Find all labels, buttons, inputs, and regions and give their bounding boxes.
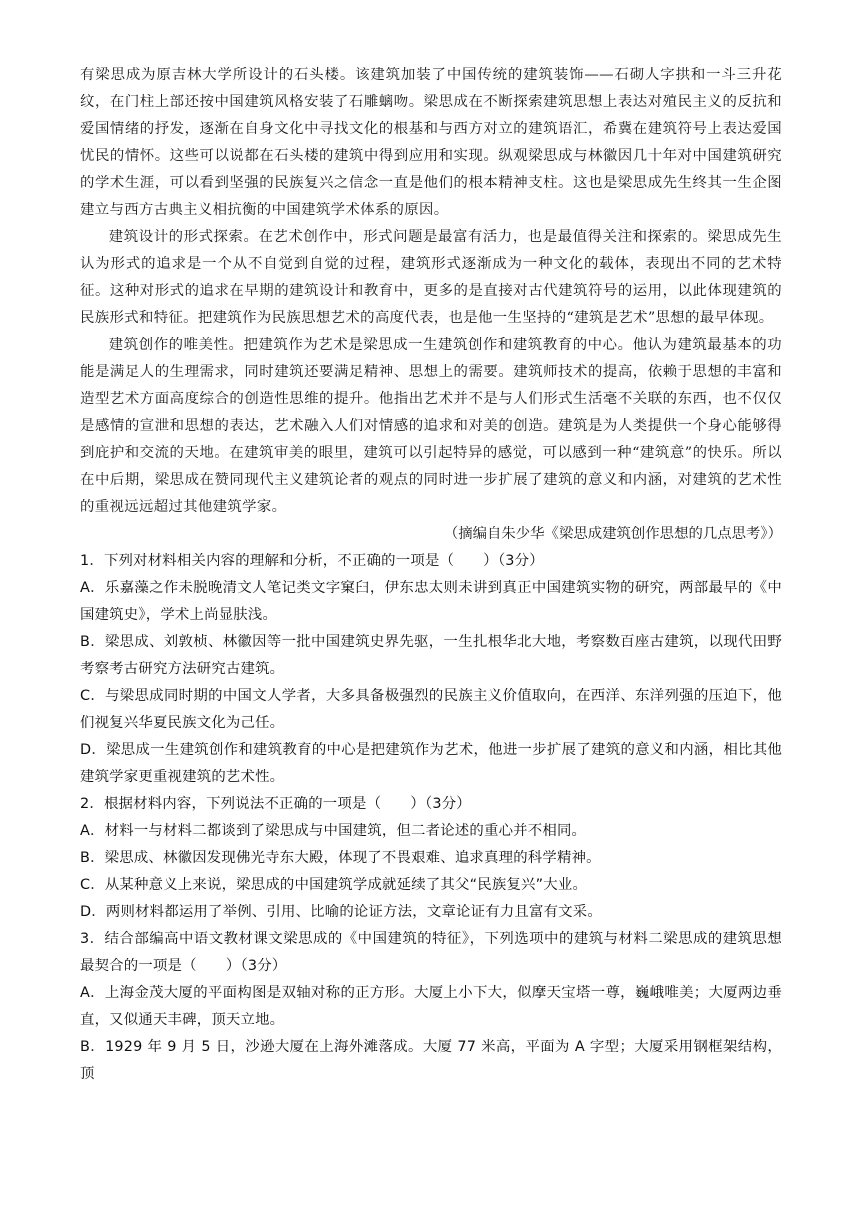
passage-paragraph-1: 有梁思成为原吉林大学所设计的石头楼。该建筑加装了中国传统的建筑装饰——石砌人字拱和一斗三升花纹，在门柱上部还按中国建筑风格安装了石雕螭吻。梁思成在不断探索建筑思想上表达对殖民主义的反抗和爱国情绪的抒发，逐渐在自身文化中寻找文化的根基和与西方对立的建筑语汇，希冀在建筑符号上表达爱国忧民的情怀。这些可以说都在石头楼的建筑中得到应用和实现。纵观梁思成与林徽因几十年对中国建筑研究的学术生涯，可以看到坚强的民族复兴之信念一直是他们的根本精神支柱。这也是梁思成先生终其一生企图建立与西方古典主义相抗衡的中国建筑学术体系的原因。 — [80, 67, 782, 218]
answer-option-b: B．梁思成、刘敦桢、林徽因等一批中国建筑史界先驱，一生扎根华北大地，考察数百座古建筑，以现代田野考察考古研究方法研究古建筑。 — [80, 634, 782, 677]
answer-option-c: C．与梁思成同时期的中国文人学者，大多具备极强烈的民族主义价值取向，在西洋、东洋列强的压迫下，他们视复兴华夏民族文化为己任。 — [80, 688, 782, 731]
answer-option-a: A．材料一与材料二都谈到了梁思成与中国建筑，但二者论述的重心并不相同。 — [80, 823, 587, 839]
text-column — [80, 62, 782, 1088]
answer-option-b: B．梁思成、林徽因发现佛光寺东大殿，体现了不畏艰难、追求真理的科学精神。 — [80, 850, 601, 866]
question-2 — [80, 791, 782, 926]
question-3 — [80, 926, 782, 1088]
question-stem: 1．下列对材料相关内容的理解和分析，不正确的一项是（ ）（3分） — [80, 553, 544, 569]
answer-option-c: C．从某种意义上来说，梁思成的中国建筑学成就延续了其父“民族复兴”大业。 — [80, 877, 588, 893]
answer-option-d: D．两则材料都运用了举例、引用、比喻的论证方法，文章论证有力且富有文采。 — [80, 904, 602, 920]
answer-option-a: A．上海金茂大厦的平面构图是双轴对称的正方形。大厦上小下大，似摩天宝塔一尊，巍峨唯美；大厦两边垂直，又似通天丰碑，顶天立地。 — [80, 985, 782, 1028]
question-stem: 3．结合部编高中语文教材课文梁思成的《中国建筑的特征》，下列选项中的建筑与材料二梁思成的建筑思想最契合的一项是（ ）（3分） — [80, 931, 782, 974]
question-1 — [80, 548, 782, 791]
answer-option-a: A．乐嘉藻之作未脱晚清文人笔记类文字窠臼，伊东忠太则未讲到真正中国建筑实物的研究，两部最早的《中国建筑史》，学术上尚显肤浅。 — [80, 580, 782, 623]
answer-option-d: D．梁思成一生建筑创作和建筑教育的中心是把建筑作为艺术，他进一步扩展了建筑的意义和内涵，相比其他建筑学家更重视建筑的艺术性。 — [80, 742, 782, 785]
answer-option-b: B．1929 年 9 月 5 日，沙逊大厦在上海外滩落成。大厦 77 米高，平面为 A 字型；大厦采用钢框架结构，顶 — [80, 1039, 782, 1082]
passage-source: （摘编自朱少华《梁思成建筑创作思想的几点思考》） — [443, 526, 782, 542]
passage-paragraph-2: 建筑设计的形式探索。在艺术创作中，形式问题是最富有活力，也是最值得关注和探索的。梁思成先生认为形式的追求是一个从不自觉到自觉的过程，建筑形式逐渐成为一种文化的载体，表现出不同的艺术特征。这种对形式的追求在早期的建筑设计和教育中，更多的是直接对古代建筑符号的运用，以此体现建筑的民族形式和特征。把建筑作为民族思想艺术的高度代表，也是他一生坚持的“建筑是艺术”思想的最早体现。 — [80, 229, 782, 326]
question-stem: 2．根据材料内容，下列说法不正确的一项是（ ）（3分） — [80, 796, 471, 812]
passage-paragraph-3: 建筑创作的唯美性。把建筑作为艺术是梁思成一生建筑创作和建筑教育的中心。他认为建筑最基本的功能是满足人的生理需求，同时建筑还要满足精神、思想上的需要。建筑师技术的提高，依赖于思想的丰富和造型艺术方面高度综合的创造性思维的提升。他指出艺术并不是与人们形式生活毫不关联的东西，也不仅仅是感情的宣泄和思想的表达，艺术融入人们对情感的追求和对美的创造。建筑是为人类提供一个身心能够得到庇护和交流的天地。在建筑审美的眼里，建筑可以引起特异的感觉，可以感到一种“建筑意”的快乐。所以在中后期，梁思成在赞同现代主义建筑论者的观点的同时进一步扩展了建筑的意义和内涵，对建筑的艺术性的重视远远超过其他建筑学家。 — [80, 337, 782, 515]
